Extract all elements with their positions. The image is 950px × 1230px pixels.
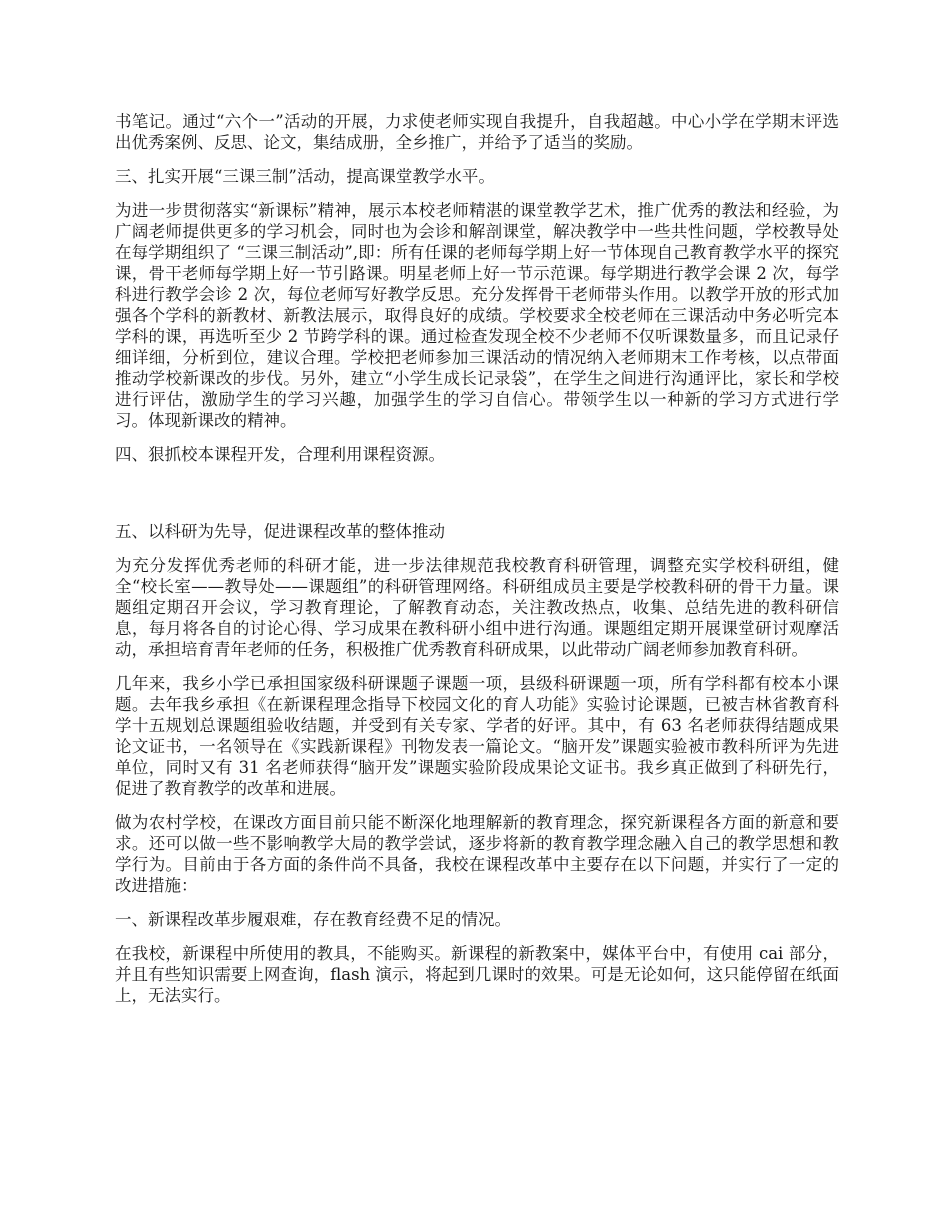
paragraph-three-lessons: 为进一步贯彻落实“新课标”精神，展示本校老师精湛的课堂教学艺术，推广优秀的教法和经验，为广阔老师提供更多的学习机会，同时也为会诊和解剖课堂，解决教学中一些共性问题，学校教导处在每学期组织了 “三课三制活动”,即：所有任课的老师每学期上好一节体现自己教育教学水平的探究课，骨干老师每学期上好一节引路课。明星老师上好一节示范课。每学期进行教学会课 2 次，每学科进行教学会诊 2 次，每位老师写好教学反思。充分发挥骨干老师带头作用。以教学开放的形式加强各个学科的新教材、新教法展示，取得良好的成绩。学校要求全校老师在三课活动中务必听完本学科的课，再选听至少 2 节跨学科的课。通过检查发现全校不少老师不仅听课数量多，而且记录仔细详细，分析到位，建议合理。学校把老师参加三课活动的情况纳入老师期末工作考核，以点带面推动学校新课改的步伐。另外，建立“小学生成长记录袋”，在学生之间进行沟通评比，家长和学校进行评估，激励学生的学习兴趣，加强学生的学习自信心。带领学生以一种新的学习方式进行学习。体现新课改的精神。 <box>115 201 839 430</box>
paragraph-rural-school: 做为农村学校，在课改方面目前只能不断深化地理解新的教育理念，探究新课程各方面的新意和要求。还可以做一些不影响教学大局的教学尝试，逐步将新的教育教学理念融入自己的教学思想和教学行为。目前由于各方面的条件尚不具备，我校在课程改革中主要存在以下问题，并实行了一定的改进措施： <box>115 813 839 895</box>
paragraph-research-results: 几年来，我乡小学已承担国家级科研课题子课题一项，县级科研课题一项，所有学科都有校本小课题。去年我乡承担《在新课程理念指导下校园文化的育人功能》实验讨论课题，已被吉林省教育科学十五规划总课题组验收结题，并受到有关专家、学者的好评。其中，有 63 名老师获得结题成果论文证书，一名领导在《实践新课程》刊物发表一篇论文。“脑开发”课题实验被市教科所评为先进单位，同时又有 31 名老师获得“脑开发”课题实验阶段成果论文证书。我乡真正做到了科研先行，促进了教育教学的改革和进展。 <box>115 674 839 798</box>
paragraph-intro: 书笔记。通过“六个一”活动的开展，力求使老师实现自我提升，自我超越。中心小学在学期末评选出优秀案例、反思、论文，集结成册，全乡推广，并给予了适当的奖励。 <box>115 112 839 152</box>
paragraph-funding: 在我校，新课程中所使用的教具，不能购买。新课程的新教案中，媒体平台中，有使用 cai 部分，并且有些知识需要上网查询，flash 演示，将起到几课时的效果。可是无论如何，这只能停留在纸面上，无法实行。 <box>115 944 839 1005</box>
section-heading-problem-1: 一、新课程改革步履艰难，存在教育经费不足的情况。 <box>115 910 511 929</box>
section-heading-4: 四、狠抓校本课程开发，合理利用课程资源。 <box>115 445 445 464</box>
section-heading-5: 五、以科研为先导，促进课程改革的整体推动 <box>115 522 445 541</box>
document-body <box>115 111 839 1019</box>
paragraph-research-group: 为充分发挥优秀老师的科研才能，进一步法律规范我校教育科研管理，调整充实学校科研组，健全“校长室——教导处——课题组”的科研管理网络。科研组成员主要是学校教科研的骨干力量。课题组定期召开会议，学习教育理论，了解教育动态，关注教改热点，收集、总结先进的教科研信息，每月将各自的讨论心得、学习成果在教科研小组中进行沟通。课题组定期开展课堂研讨观摩活动，承担培育青年老师的任务，积极推广优秀教育科研成果，以此带动广阔老师参加教育科研。 <box>115 556 839 659</box>
section-heading-3: 三、扎实开展“三课三制”活动，提高课堂教学水平。 <box>115 167 495 186</box>
